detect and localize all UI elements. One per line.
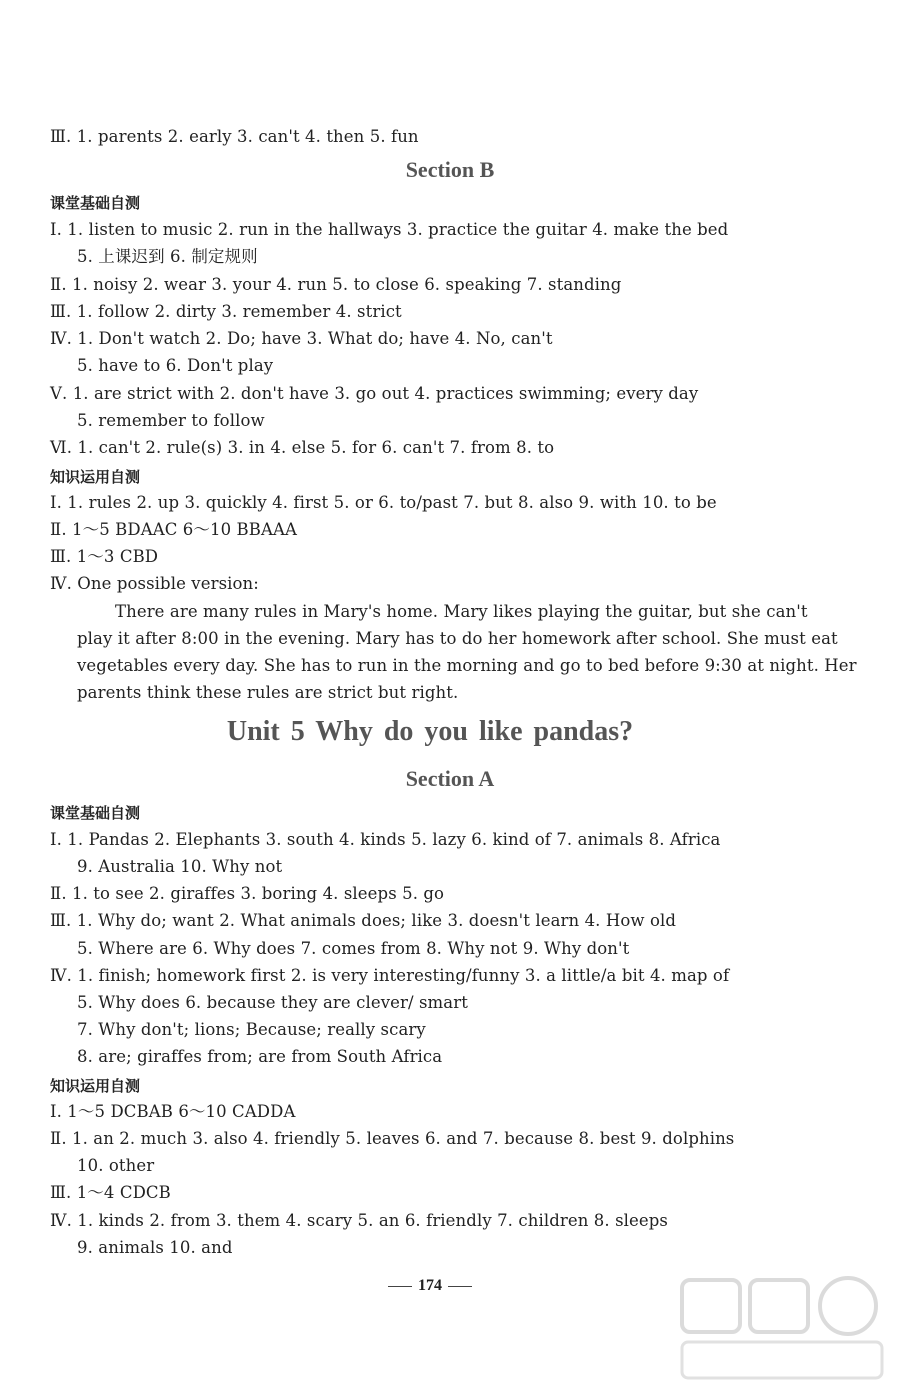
subheading: 课堂基础自测 xyxy=(50,194,141,212)
essay-line: play it after 8:00 in the evening. Mary has to do her homework after school. She must eat xyxy=(77,629,838,648)
answer-line: 5. remember to follow xyxy=(77,411,265,430)
answer-line: Ⅴ. 1. are strict with 2. don't have 3. go out 4. practices swimming; every day xyxy=(50,384,699,403)
answer-line: 7. Why don't; lions; Because; really scary xyxy=(77,1020,426,1039)
answer-line: 5. Where are 6. Why does 7. comes from 8. Why not 9. Why don't xyxy=(77,939,630,958)
essay-line: There are many rules in Mary's home. Mary likes playing the guitar, but she can't xyxy=(115,602,808,621)
answer-line: 5. Why does 6. because they are clever/ smart xyxy=(77,993,468,1012)
answer-line: Ⅰ. 1. Pandas 2. Elephants 3. south 4. kinds 5. lazy 6. kind of 7. animals 8. Africa xyxy=(50,830,721,849)
unit-title: Unit 5 Why do you like pandas? xyxy=(226,716,634,747)
dash-left xyxy=(388,1286,412,1287)
answer-line: Ⅳ. 1. kinds 2. from 3. them 4. scary 5. an 6. friendly 7. children 8. sleeps xyxy=(50,1211,668,1230)
answer-line: Ⅰ. 1. rules 2. up 3. quickly 4. first 5. or 6. to/past 7. but 8. also 9. with 10. to be xyxy=(50,493,717,512)
subheading: 知识运用自测 xyxy=(50,468,141,486)
section-title: Section B xyxy=(405,157,495,182)
answer-line: Ⅲ. 1. parents 2. early 3. can't 4. then 5. fun xyxy=(50,127,419,146)
essay-line: vegetables every day. She has to run in the morning and go to bed before 9:30 at night. Her xyxy=(77,656,857,675)
answer-line: Ⅲ. 1. Why do; want 2. What animals does; like 3. doesn't learn 4. How old xyxy=(50,911,677,930)
answer-line: Ⅲ. 1. follow 2. dirty 3. remember 4. strict xyxy=(50,302,402,321)
answer-line: Ⅰ. 1～5 DCBAB 6～10 CADDA xyxy=(50,1102,296,1121)
answer-line: Ⅱ. 1～5 BDAAC 6～10 BBAAA xyxy=(50,520,298,539)
section-title: Section A xyxy=(405,766,495,791)
dash-right xyxy=(448,1286,472,1287)
answer-line: Ⅱ. 1. an 2. much 3. also 4. friendly 5. leaves 6. and 7. because 8. best 9. dolphins xyxy=(50,1129,735,1148)
answer-line: 9. Australia 10. Why not xyxy=(77,857,283,876)
answer-line: Ⅲ. 1～3 CBD xyxy=(50,547,159,566)
answer-line: Ⅳ. 1. Don't watch 2. Do; have 3. What do; have 4. No, can't xyxy=(50,329,553,348)
answer-line: 5. have to 6. Don't play xyxy=(77,356,274,375)
answer-line: Ⅱ. 1. noisy 2. wear 3. your 4. run 5. to close 6. speaking 7. standing xyxy=(50,275,622,294)
answer-line: Ⅰ. 1. listen to music 2. run in the hallways 3. practice the guitar 4. make the bed xyxy=(50,220,729,239)
answer-line: 9. animals 10. and xyxy=(77,1238,233,1257)
page-number-text: 174 xyxy=(418,1277,442,1294)
answer-line: Ⅳ. 1. finish; homework first 2. is very interesting/funny 3. a little/a bit 4. map of xyxy=(50,966,730,985)
answer-line: Ⅳ. One possible version: xyxy=(50,574,259,593)
watermark-logo xyxy=(678,1274,888,1384)
answer-line: Ⅲ. 1～4 CDCB xyxy=(50,1183,171,1202)
answer-line: 8. are; giraffes from; are from South Africa xyxy=(77,1047,443,1066)
answer-line: 5. 上课迟到 6. 制定规则 xyxy=(77,247,258,266)
subheading: 知识运用自测 xyxy=(50,1077,141,1095)
essay-line: parents think these rules are strict but right. xyxy=(77,683,459,702)
answer-line: 10. other xyxy=(77,1156,155,1175)
answer-line: Ⅵ. 1. can't 2. rule(s) 3. in 4. else 5. for 6. can't 7. from 8. to xyxy=(50,438,555,457)
subheading: 课堂基础自测 xyxy=(50,804,141,822)
answer-line: Ⅱ. 1. to see 2. giraffes 3. boring 4. sleeps 5. go xyxy=(50,884,445,903)
